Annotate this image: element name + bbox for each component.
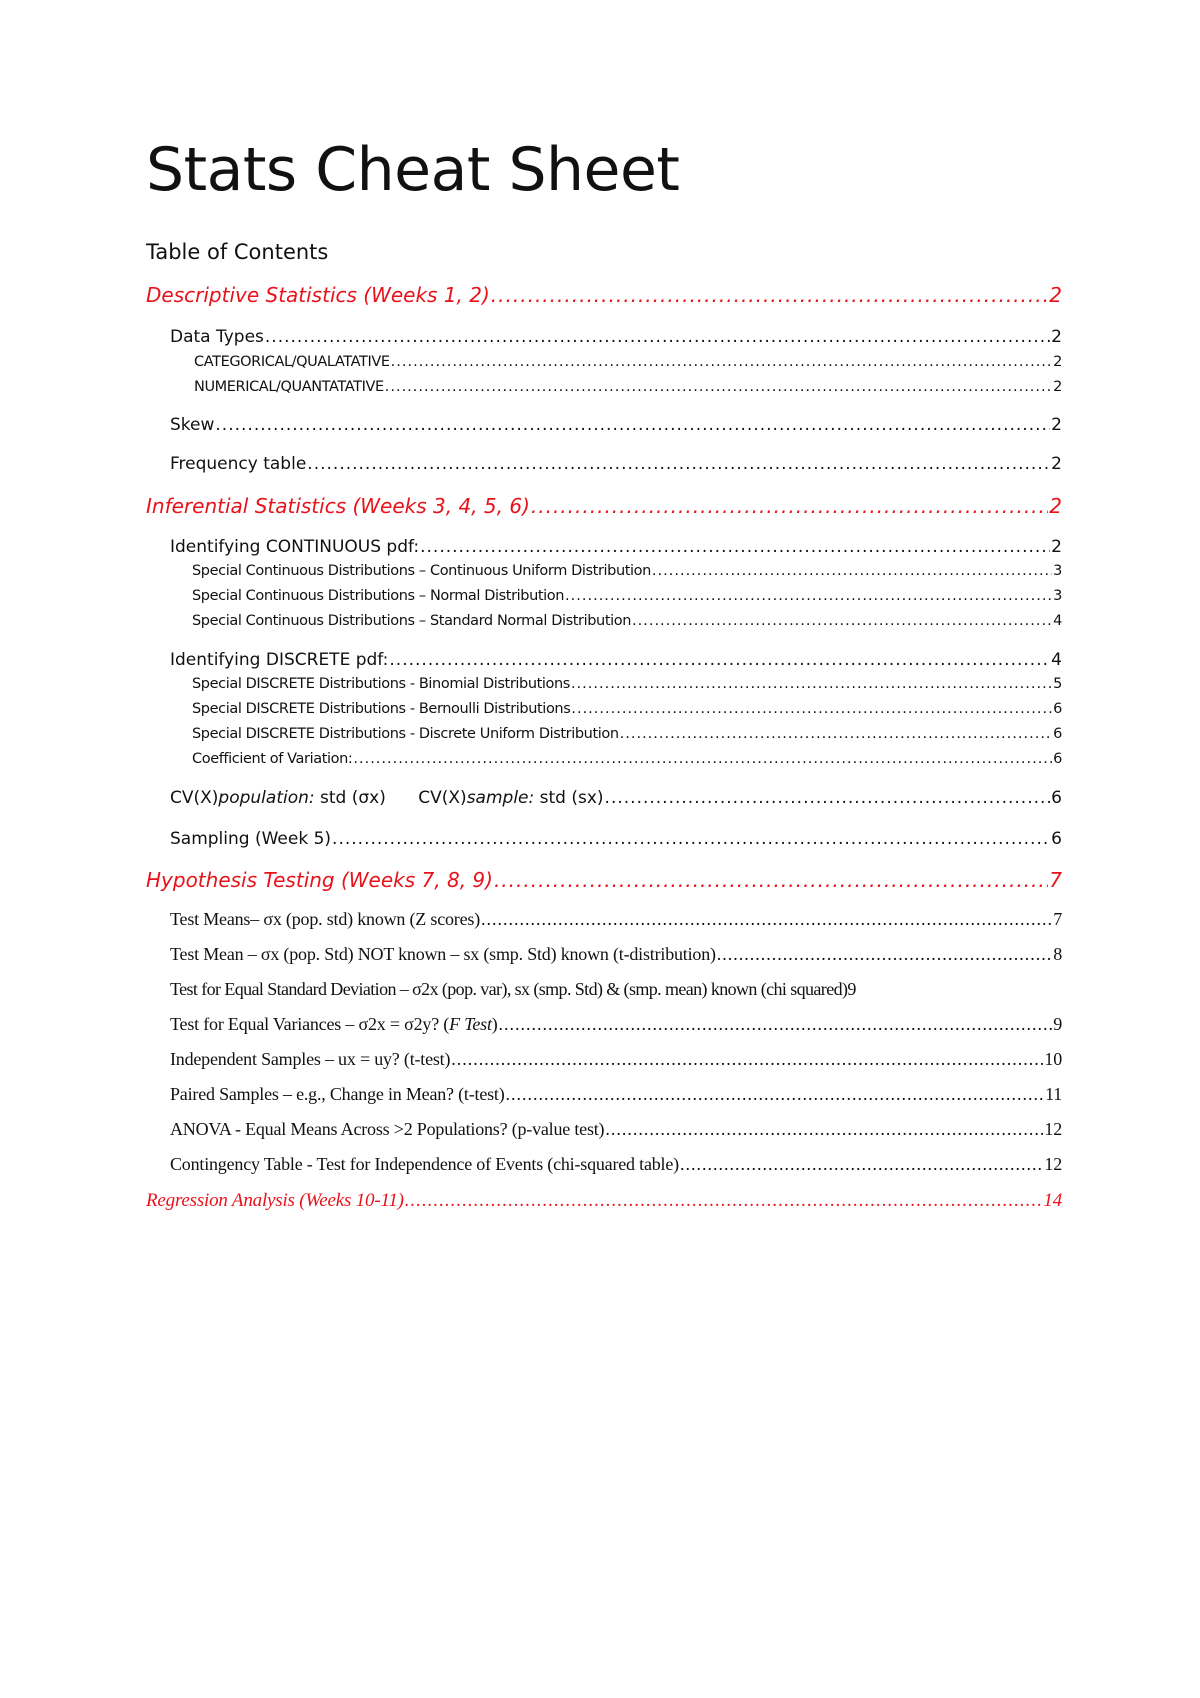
- toc-entry-numerical[interactable]: NUMERICAL/QUANTATATIVE ..... 2: [194, 379, 1062, 395]
- toc-entry-continuous-uniform[interactable]: Special Continuous Distributions – Continuous Uniform Distribution ..... 3: [192, 563, 1062, 579]
- toc-entry-binomial[interactable]: Special DISCRETE Distributions - Binomial Distributions ..... 5: [192, 676, 1062, 692]
- toc-entry-standard-normal[interactable]: Special Continuous Distributions – Standard Normal Distribution ..... 4: [192, 613, 1062, 629]
- toc-entry-categorical[interactable]: CATEGORICAL/QUALATATIVE ..... 2: [194, 354, 1062, 370]
- toc-entry-test-equal-variances[interactable]: Test for Equal Variances – σ2x = σ2y? (F Test) ..... 9: [170, 1014, 1062, 1035]
- toc-entry-continuous-pdf[interactable]: Identifying CONTINUOUS pdf: ..... 2: [170, 537, 1062, 557]
- toc-entry-coefficient-of-variation[interactable]: Coefficient of Variation: ..... 6: [192, 751, 1062, 767]
- toc-entry-descriptive-statistics[interactable]: Descriptive Statistics (Weeks 1, 2) ..... 2: [146, 283, 1062, 307]
- page-title: Stats Cheat Sheet: [146, 135, 680, 205]
- toc-entry-bernoulli[interactable]: Special DISCRETE Distributions - Bernoulli Distributions ..... 6: [192, 701, 1062, 717]
- toc-heading: Table of Contents: [146, 240, 329, 264]
- toc-entry-test-mean-t[interactable]: Test Mean – σx (pop. Std) NOT known – sx (smp. Std) known (t-distribution) ..... 8: [170, 944, 1062, 965]
- toc-entry-inferential-statistics[interactable]: Inferential Statistics (Weeks 3, 4, 5, 6) ..... 2: [146, 494, 1062, 518]
- toc-entry-skew[interactable]: Skew ..... 2: [170, 415, 1062, 435]
- toc-entry-frequency-table[interactable]: Frequency table ..... 2: [170, 454, 1062, 474]
- toc-entry-test-equal-std[interactable]: Test for Equal Standard Deviation – σ2x (pop. var), sx (smp. Std) & (smp. mean) known (chi squared) 9: [170, 979, 856, 999]
- toc-entry-regression-analysis[interactable]: Regression Analysis (Weeks 10-11) ..... 14: [146, 1190, 1062, 1212]
- toc-entry-independent-samples[interactable]: Independent Samples – ux = uy? (t-test) ..... 10: [170, 1049, 1062, 1070]
- toc-entry-normal-distribution[interactable]: Special Continuous Distributions – Normal Distribution ..... 3: [192, 588, 1062, 604]
- toc-entry-hypothesis-testing[interactable]: Hypothesis Testing (Weeks 7, 8, 9) ..... 7: [146, 868, 1062, 892]
- toc-entry-test-means[interactable]: Test Means– σx (pop. std) known (Z scores) ..... 7: [170, 909, 1062, 930]
- toc-entry-cv[interactable]: CV(X)population: std (σx) CV(X)sample: std (sx) ..... 6: [170, 788, 1062, 808]
- toc-entry-paired-samples[interactable]: Paired Samples – e.g., Change in Mean? (t-test) ..... 11: [170, 1084, 1062, 1105]
- toc-entry-discrete-pdf[interactable]: Identifying DISCRETE pdf: ..... 4: [170, 650, 1062, 670]
- toc-entry-anova[interactable]: ANOVA - Equal Means Across >2 Populations? (p-value test) ..... 12: [170, 1119, 1062, 1140]
- toc-entry-discrete-uniform[interactable]: Special DISCRETE Distributions - Discrete Uniform Distribution ..... 6: [192, 726, 1062, 742]
- toc-entry-sampling[interactable]: Sampling (Week 5) ..... 6: [170, 829, 1062, 849]
- toc-entry-data-types[interactable]: Data Types ..... 2: [170, 327, 1062, 347]
- toc-entry-contingency-table[interactable]: Contingency Table - Test for Independence of Events (chi-squared table) ..... 12: [170, 1154, 1062, 1175]
